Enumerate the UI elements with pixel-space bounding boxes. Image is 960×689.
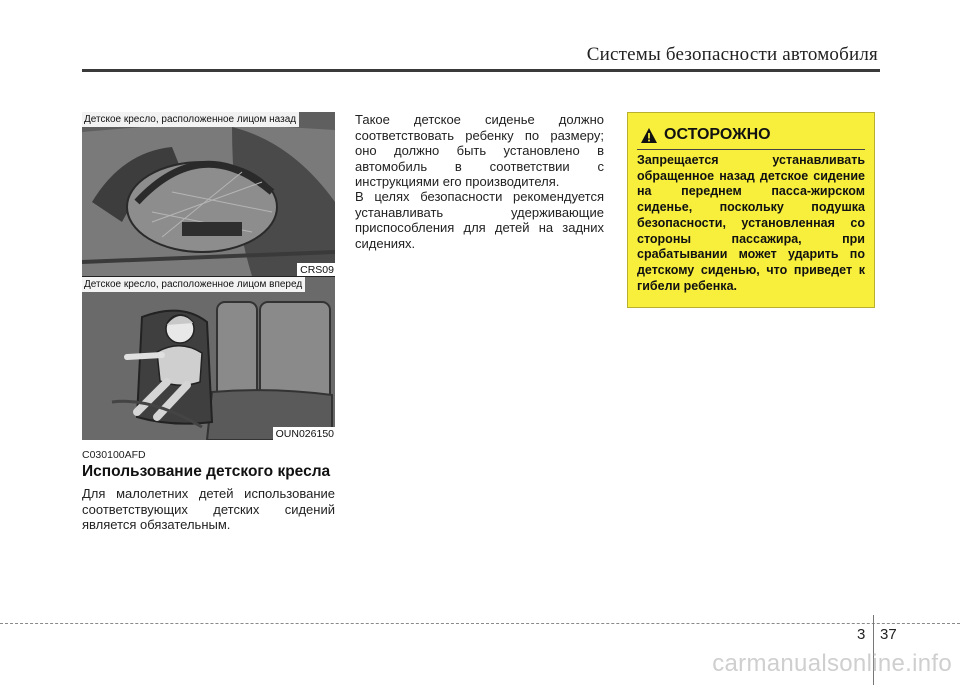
middle-paragraph-1: Такое детское сиденье должно соответствовать ребенку по размеру; оно должно быть установлено в автомобиль в соответствии с инструкциями его производителя. xyxy=(355,112,604,189)
chapter-number: 3 xyxy=(857,626,866,643)
page-number: 37 xyxy=(880,626,897,643)
warning-divider xyxy=(637,149,865,150)
warning-title-text: ОСТОРОЖНО xyxy=(664,126,771,143)
warning-box xyxy=(627,112,875,308)
warning-triangle-icon xyxy=(640,127,658,144)
header-rule xyxy=(82,69,880,72)
rear-facing-seat-illustration xyxy=(82,112,335,276)
section-heading: Использование детского кресла xyxy=(82,463,331,480)
watermark: carmanualsonline.info xyxy=(712,650,952,677)
middle-paragraph-2: В целях безопасности рекомендуется устанавливать удерживающие приспособления для детей на задних сидениях. xyxy=(355,189,604,251)
footer-rule xyxy=(0,623,960,624)
figure-caption: Детское кресло, расположенное лицом вперед xyxy=(82,277,305,292)
page-header-title: Системы безопасности автомобиля xyxy=(586,44,878,65)
figure-forward-facing-seat xyxy=(82,277,335,440)
figure-code: OUN026150 xyxy=(273,427,335,440)
section-code: C030100AFD xyxy=(82,449,146,461)
figure-caption: Детское кресло, расположенное лицом назад xyxy=(82,112,299,127)
warning-title xyxy=(640,125,771,145)
figure-rear-facing-seat xyxy=(82,112,335,276)
section-paragraph: Для малолетних детей использование соответствующих детских сидений является обязательным. xyxy=(82,486,335,532)
warning-text: Запрещается устанавливать обращенное назад детское сидение на переднем пасса-жирском сиденье, поскольку подушка безопасности, установленная со стороны пассажира, при срабатывании может ударить по детскому сиденью, что приведет к гибели ребенка. xyxy=(637,153,865,293)
figure-code: CRS09 xyxy=(297,263,335,276)
forward-facing-seat-illustration xyxy=(82,277,335,440)
